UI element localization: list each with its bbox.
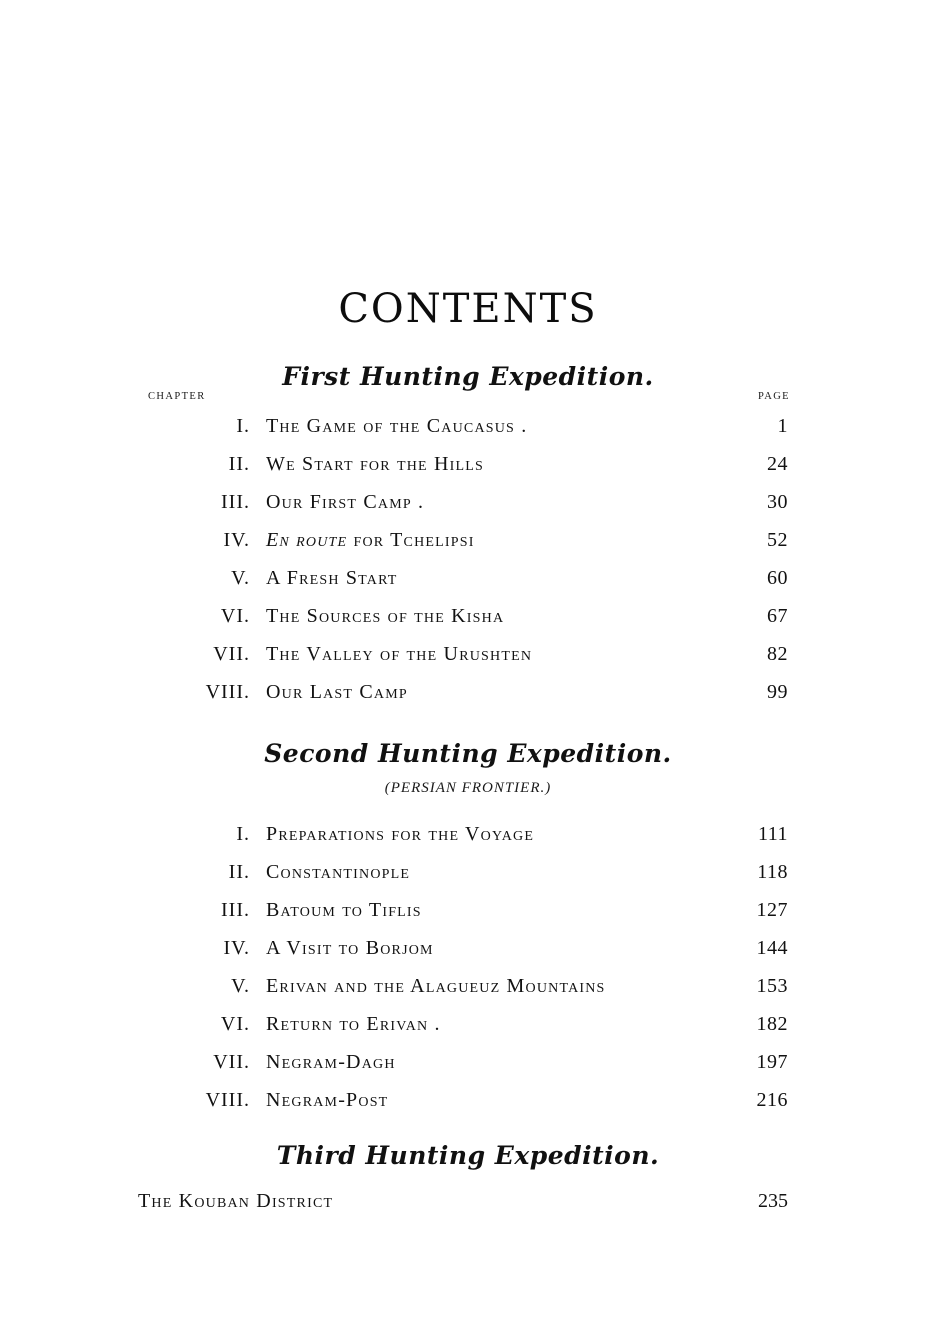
page-number: 30: [767, 491, 788, 513]
page-number: 235: [758, 1190, 788, 1212]
chapter-number: VI.: [220, 1013, 250, 1035]
page-column-header: PAGE: [757, 391, 790, 402]
page-title: CONTENTS: [338, 286, 598, 332]
chapter-number: VIII.: [205, 681, 250, 703]
toc-entry[interactable]: [138, 407, 798, 445]
column-headers: [138, 391, 798, 407]
chapter-title: The Game of the Caucasus .: [266, 415, 528, 437]
toc-entry[interactable]: [138, 815, 798, 853]
chapter-title: The Kouban District: [138, 1190, 334, 1212]
toc-entry[interactable]: [138, 1005, 798, 1043]
chapter-number: III.: [221, 491, 250, 513]
section-heading-second: Second Hunting Expedition.: [264, 739, 672, 768]
chapter-title: Our First Camp .: [266, 491, 425, 513]
page-number: 67: [767, 605, 788, 627]
chapter-title: The Valley of the Urushten: [266, 643, 533, 665]
chapter-number: V.: [231, 975, 250, 997]
chapter-title: Negram-Dagh: [266, 1051, 396, 1073]
toc-entry[interactable]: [138, 521, 798, 559]
toc-entry[interactable]: [138, 967, 798, 1005]
chapter-column-header: CHAPTER: [148, 391, 206, 402]
toc-entry[interactable]: [138, 1182, 798, 1220]
chapter-title: A Fresh Start: [266, 567, 398, 589]
chapter-number: V.: [231, 567, 250, 589]
page-number: 182: [756, 1013, 788, 1035]
page-number: 24: [767, 453, 788, 475]
toc-entry[interactable]: [138, 597, 798, 635]
page-number: 153: [756, 975, 788, 997]
page-number: 99: [767, 681, 788, 703]
chapter-title-italic-part: En route: [266, 529, 348, 551]
page-number: 52: [767, 529, 788, 551]
chapter-number: VII.: [213, 643, 250, 665]
toc-entry[interactable]: [138, 559, 798, 597]
chapter-title: Preparations for the Voyage: [266, 823, 535, 845]
section-subheading-second: (PERSIAN FRONTIER.): [384, 780, 552, 796]
chapter-number: III.: [221, 899, 250, 921]
toc-entry[interactable]: [138, 853, 798, 891]
toc-section-first: [138, 391, 798, 711]
chapter-number: I.: [236, 415, 250, 437]
spacer: [0, 332, 936, 362]
page-number: 144: [756, 937, 788, 959]
chapter-number: IV.: [223, 937, 250, 959]
page-number: 127: [756, 899, 788, 921]
chapter-number: VI.: [220, 605, 250, 627]
toc-section-second: [138, 797, 798, 1119]
chapter-title: We Start for the Hills: [266, 453, 484, 475]
section-heading-first: First Hunting Expedition.: [282, 362, 654, 391]
chapter-title: Constantinople: [266, 861, 411, 883]
chapter-number: VII.: [213, 1051, 250, 1073]
chapter-title: Our Last Camp: [266, 681, 408, 703]
toc-entry[interactable]: [138, 445, 798, 483]
page-number: 82: [767, 643, 788, 665]
spacer: [0, 768, 936, 780]
spacer: [138, 1170, 798, 1182]
chapter-title: Return to Erivan .: [266, 1013, 441, 1035]
section-heading-third: Third Hunting Expedition.: [276, 1141, 660, 1170]
page-number: 118: [757, 861, 788, 883]
chapter-title: A Visit to Borjom: [266, 937, 434, 959]
page-number: 216: [756, 1089, 788, 1111]
toc-entry[interactable]: [138, 1081, 798, 1119]
chapter-title: Erivan and the Alagueuz Mountains: [266, 975, 606, 997]
chapter-number: I.: [236, 823, 250, 845]
chapter-title: Batoum to Tiflis: [266, 899, 422, 921]
spacer: [0, 1119, 936, 1141]
chapter-number: II.: [228, 453, 250, 475]
chapter-number: VIII.: [205, 1089, 250, 1111]
toc-entry[interactable]: [138, 635, 798, 673]
page-number: 60: [767, 567, 788, 589]
spacer: [0, 711, 936, 739]
chapter-title: Negram-Post: [266, 1089, 389, 1111]
chapter-title-rest: for Tchelipsi: [347, 529, 475, 551]
toc-section-third: [138, 1170, 798, 1220]
spacer: [138, 797, 798, 815]
toc-entry[interactable]: [138, 483, 798, 521]
chapter-number: IV.: [223, 529, 250, 551]
toc-entry[interactable]: [138, 891, 798, 929]
toc-entry[interactable]: [138, 929, 798, 967]
chapter-number: II.: [228, 861, 250, 883]
page-number: 1: [777, 415, 788, 437]
chapter-title: [266, 521, 475, 559]
toc-entry[interactable]: [138, 673, 798, 711]
page-number: 197: [756, 1051, 788, 1073]
toc-entry[interactable]: [138, 1043, 798, 1081]
page-number: 111: [757, 823, 788, 845]
chapter-title: The Sources of the Kisha: [266, 605, 505, 627]
